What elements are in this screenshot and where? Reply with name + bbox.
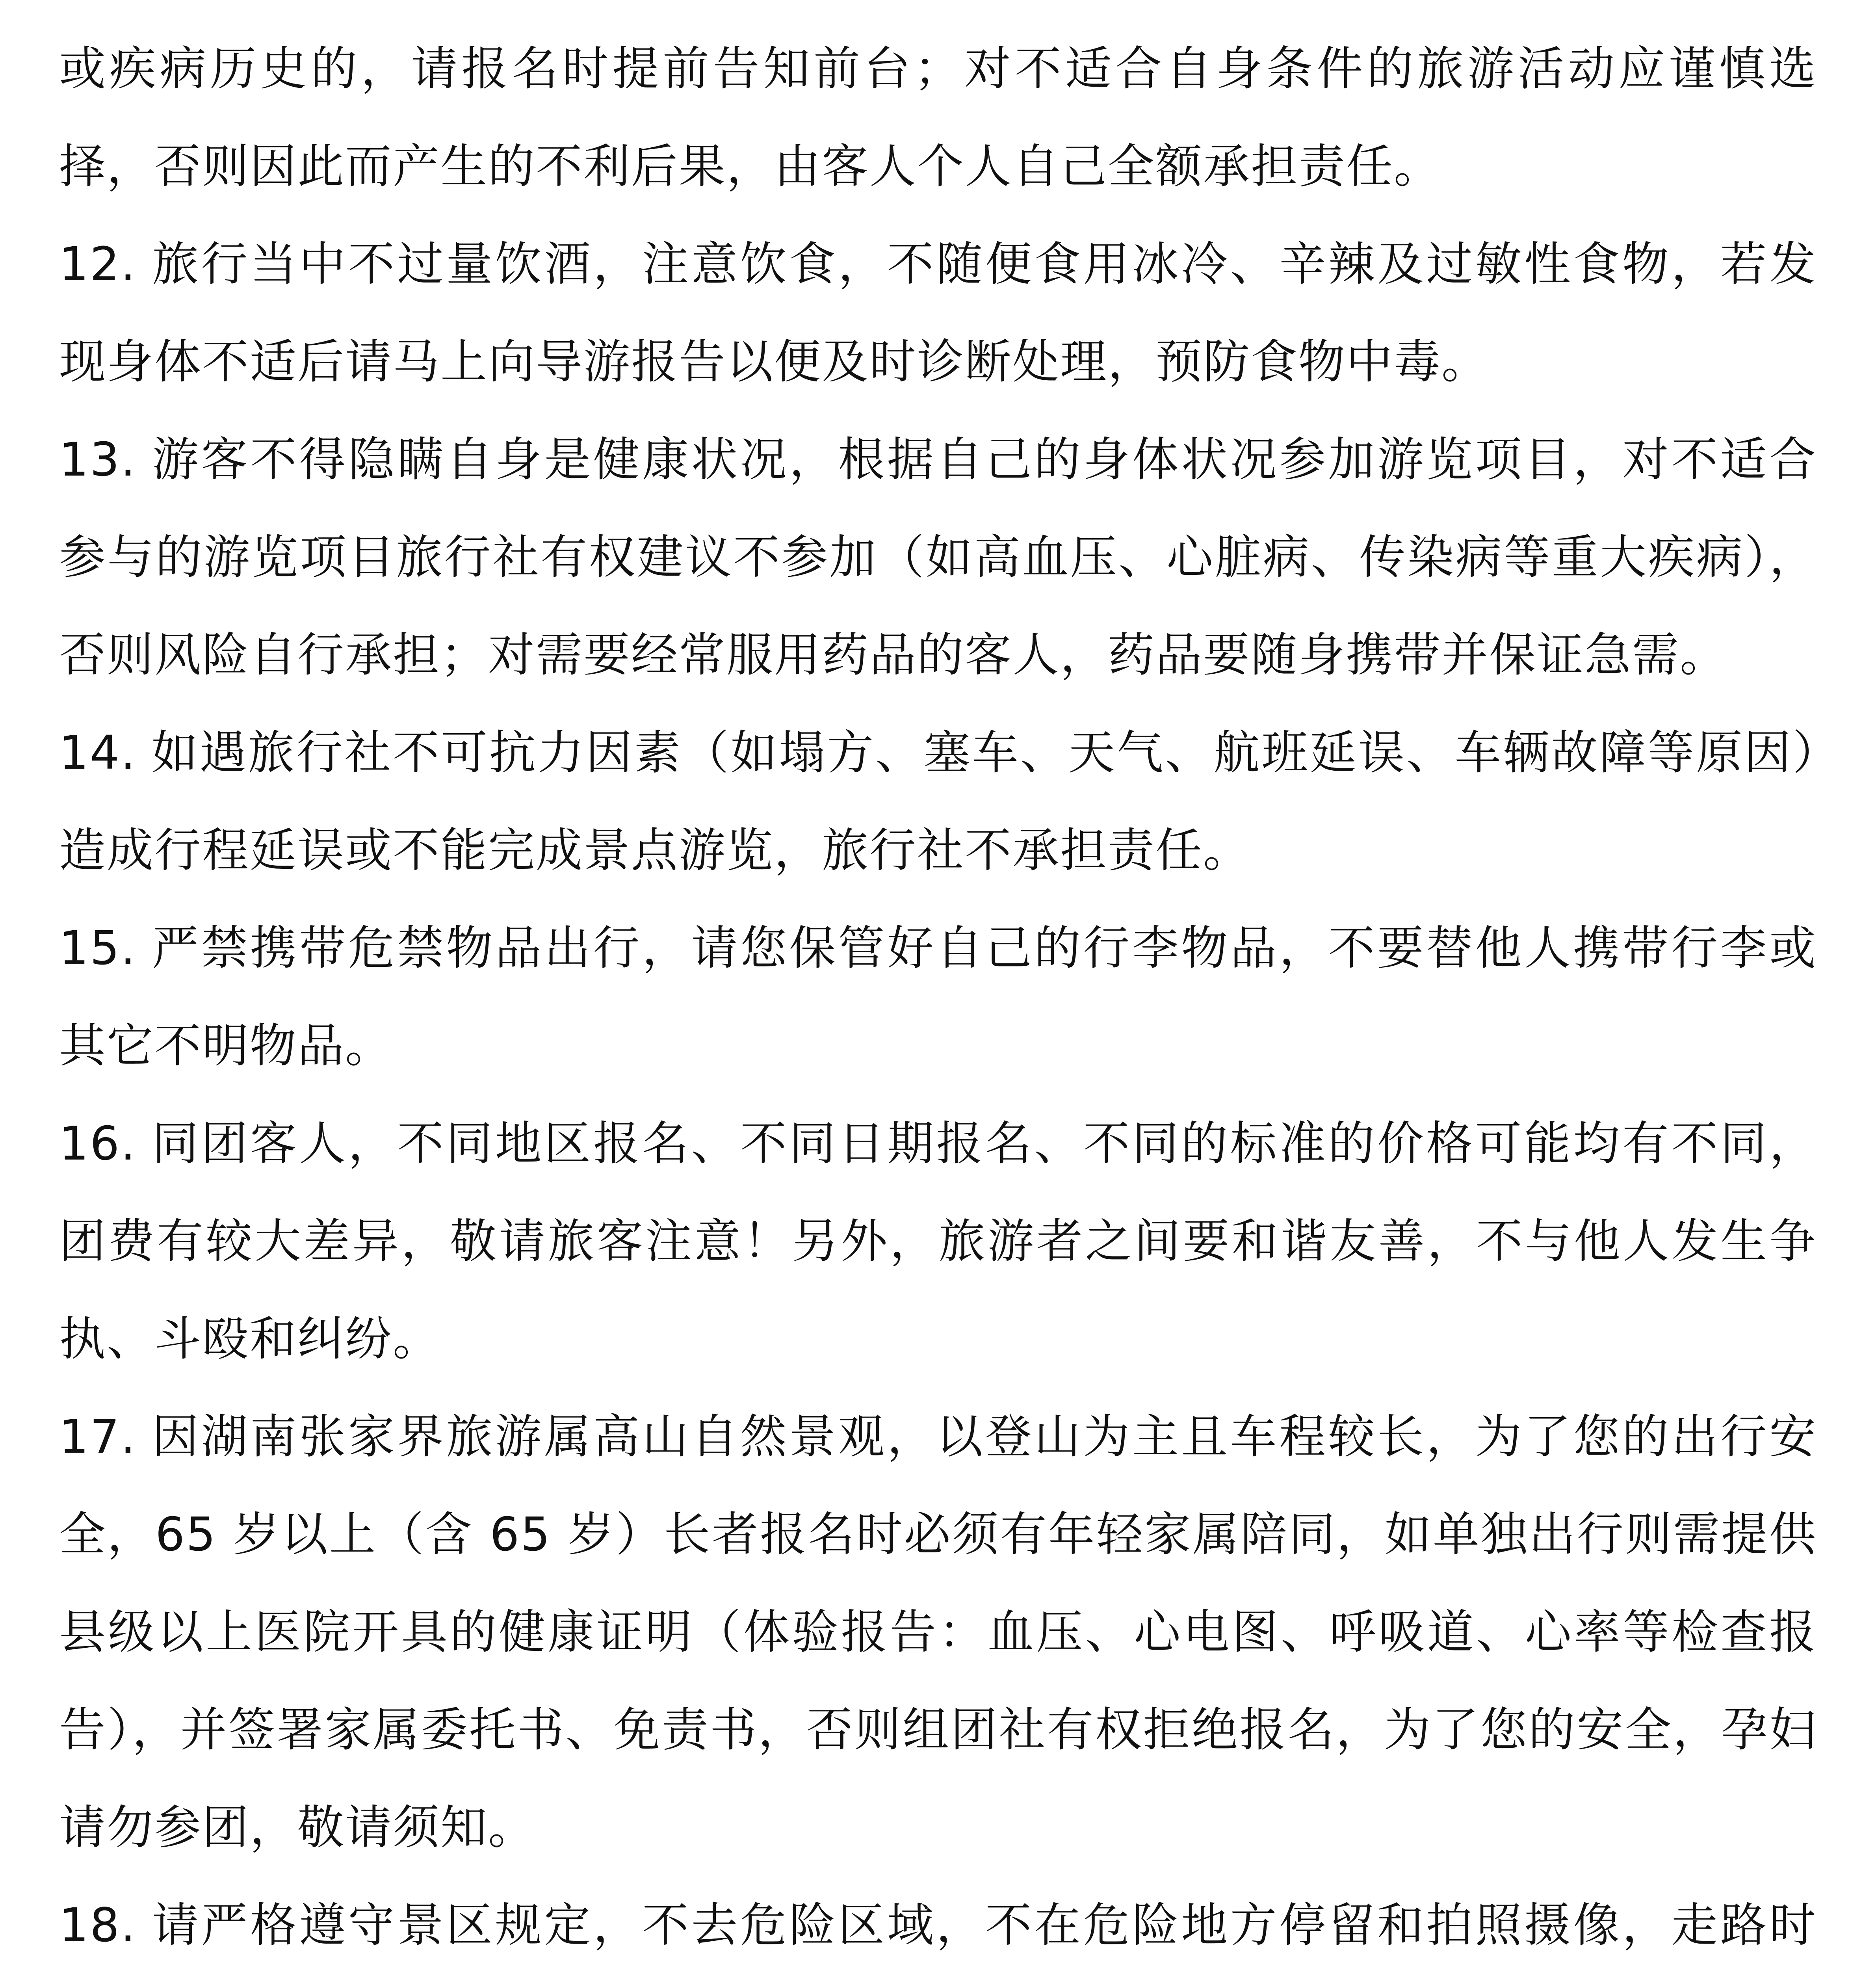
paragraph-text: 游客不得隐瞒自身是健康状况，根据自己的身体状况参加游览项目，对不适合参与的游览项目旅行社有权建议不参加（如高血压、心脏病、传染病等重大疾病），否则风险自行承担；对需要经常服用药品的客人，药品要随身携带并保证急需。 xyxy=(59,432,1817,682)
paragraph-15 xyxy=(59,899,1817,1095)
paragraph-14 xyxy=(59,704,1817,899)
paragraph-text: 如遇旅行社不可抗力因素（如塌方、塞车、天气、航班延误、车辆故障等原因）造成行程延误或不能完成景点游览，旅行社不承担责任。 xyxy=(59,725,1817,877)
paragraph-number: 17. xyxy=(59,1409,137,1464)
paragraph-text: 请严格遵守景区规定，不去危险区域，不在危险地方停留和拍照摄像，走路时 xyxy=(150,1898,1817,1952)
paragraph-text: 旅行当中不过量饮酒，注意饮食，不随便食用冰冷、辛辣及过敏性食物，若发现身体不适后请马上向导游报告以便及时诊断处理，预防食物中毒。 xyxy=(59,237,1817,389)
paragraph-text: 同团客人，不同地区报名、不同日期报名、不同的标准的价格可能均有不同，团费有较大差异，敬请旅客注意！另外，旅游者之间要和谐友善，不与他人发生争执、斗殴和纠纷。 xyxy=(59,1116,1817,1366)
paragraph-17 xyxy=(59,1388,1817,1876)
paragraph-number: 15. xyxy=(59,921,137,975)
document-page xyxy=(59,20,1817,1970)
paragraph-number: 13. xyxy=(59,432,137,487)
paragraph-13 xyxy=(59,411,1817,704)
paragraph-number: 16. xyxy=(59,1116,137,1171)
paragraph-number: 12. xyxy=(59,237,137,291)
paragraph-text: 或疾病历史的，请报名时提前告知前台；对不适合自身条件的旅游活动应谨慎选择，否则因此而产生的不利后果，由客人个人自己全额承担责任。 xyxy=(59,41,1817,193)
paragraph-text: 因湖南张家界旅游属高山自然景观，以登山为主且车程较长，为了您的出行安全，65 岁以上（含 65 岁）长者报名时必须有年轻家属陪同，如单独出行则需提供县级以上医院开具的健康证明（体验报告：血压、心电图、呼吸道、心率等检查报告），并签署家属委托书、免责书，否则组团社有权拒绝报名，为了您的安全，孕妇请勿参团，敬请须知。 xyxy=(59,1409,1817,1855)
paragraph-number: 14. xyxy=(59,725,137,780)
paragraph-number: 18. xyxy=(59,1898,137,1952)
paragraph-18 xyxy=(59,1876,1817,1970)
paragraph-12 xyxy=(59,215,1817,411)
paragraph-11-continuation xyxy=(59,20,1817,215)
paragraph-16 xyxy=(59,1095,1817,1388)
paragraph-text: 严禁携带危禁物品出行，请您保管好自己的行李物品，不要替他人携带行李或其它不明物品。 xyxy=(59,921,1817,1073)
